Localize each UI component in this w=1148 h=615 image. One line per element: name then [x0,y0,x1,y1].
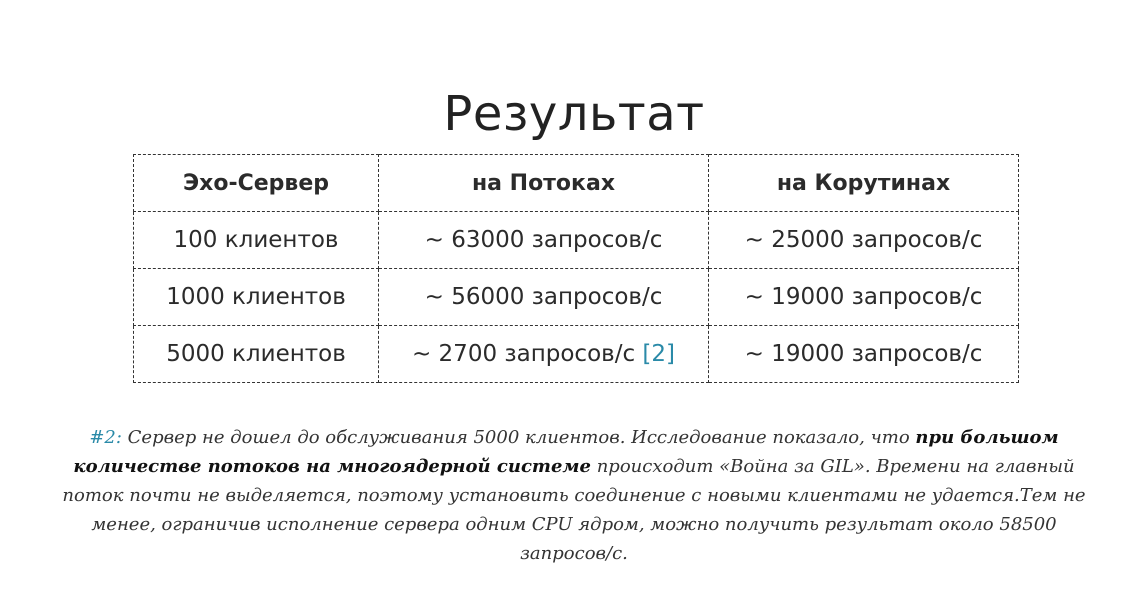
cell-threads [379,326,709,383]
footnote-text-after: происходит «Война за GIL». Времени на главный поток почти не выделяется, поэтому установить соединение с новыми клиентами не удается.Тем не менее, ограничив исполнение сервера одним CPU ядром, можно получить результат около 58500 запросов/с. [62,456,1086,564]
footnote-bold-text: при большом количестве потоков на многоядерной системе [73,427,1059,477]
cell-clients: 100 клиентов [134,212,379,269]
table-header-row [134,155,1019,212]
cell-threads: ~ 63000 запросов/с [379,212,709,269]
footnote [60,423,1088,568]
footnote-text-before: Сервер не дошел до обслуживания 5000 клиентов. Исследование показало, что [121,427,916,448]
header-echo-server: Эхо-Сервер [134,155,379,212]
table-row [134,212,1019,269]
header-threads: на Потоках [379,155,709,212]
cell-coroutines: ~ 19000 запросов/с [709,326,1019,383]
cell-threads-value: ~ 2700 запросов/с [411,341,636,367]
cell-coroutines: ~ 25000 запросов/с [709,212,1019,269]
footnote-ref-link[interactable]: [2] [642,341,676,367]
results-table [133,154,1019,383]
cell-threads: ~ 56000 запросов/с [379,269,709,326]
header-coroutines: на Корутинах [709,155,1019,212]
table-row [134,269,1019,326]
cell-clients: 5000 клиентов [134,326,379,383]
table-row [134,326,1019,383]
page-title: Результат [443,86,705,143]
cell-coroutines: ~ 19000 запросов/с [709,269,1019,326]
cell-clients: 1000 клиентов [134,269,379,326]
footnote-marker: #2: [89,427,122,448]
